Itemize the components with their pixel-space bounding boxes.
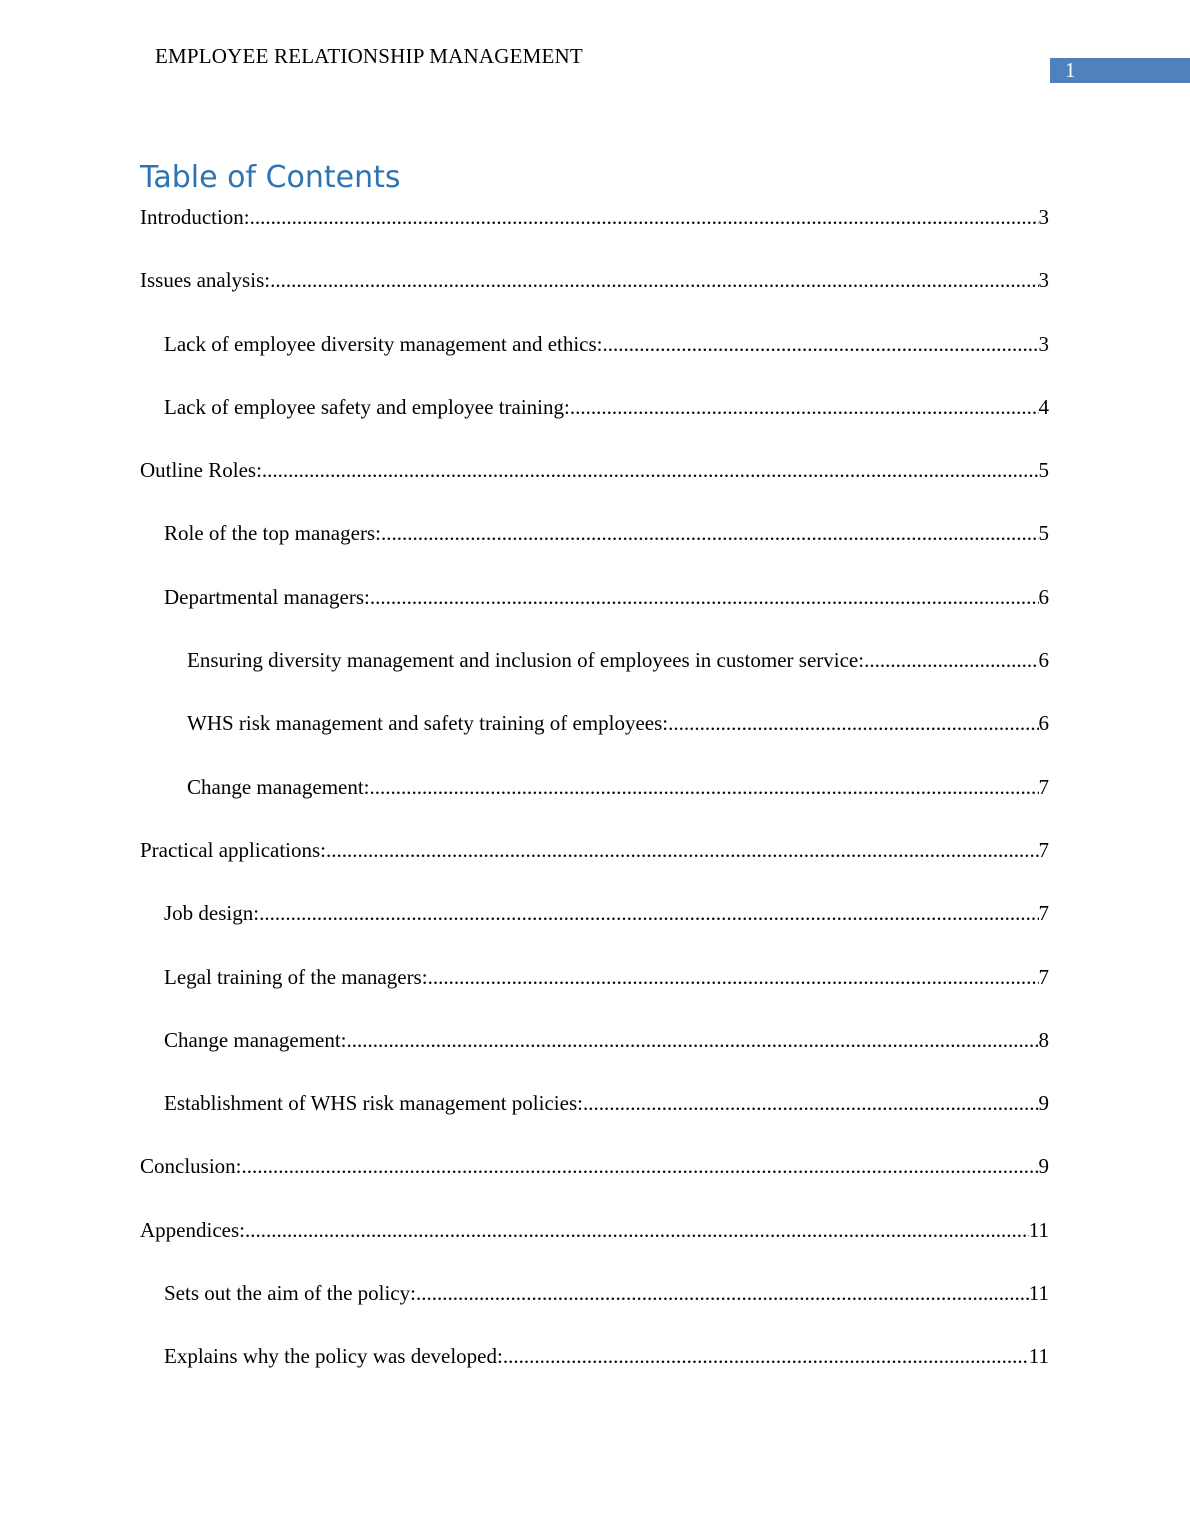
running-header: EMPLOYEE RELATIONSHIP MANAGEMENT — [155, 44, 583, 68]
toc-entry-page-number: 3 — [1038, 205, 1049, 229]
toc-entry-page-number: 6 — [1038, 711, 1049, 736]
toc-dot-leader — [262, 452, 1039, 488]
toc-entry[interactable] — [140, 452, 1049, 515]
toc-entry[interactable] — [140, 199, 1049, 262]
toc-entry[interactable] — [140, 895, 1049, 958]
toc-entry-label: Legal training of the managers: — [164, 964, 428, 989]
toc-entry-label: Departmental managers: — [164, 584, 370, 609]
toc-entry[interactable] — [140, 705, 1049, 768]
toc-dot-leader — [259, 895, 1038, 931]
toc-entry-page-number: 7 — [1038, 774, 1049, 799]
toc-entry[interactable] — [140, 1338, 1049, 1401]
toc-entry-label: Conclusion: — [140, 1154, 242, 1179]
toc-entry-page-number: 11 — [1028, 1281, 1049, 1306]
toc-entry-page-number: 3 — [1038, 268, 1049, 293]
toc-entry-label: Change management: — [187, 774, 370, 799]
toc-entry-label: Introduction: — [140, 205, 250, 229]
toc-dot-leader — [416, 1275, 1029, 1311]
toc-entry[interactable] — [140, 642, 1049, 705]
toc-entry-page-number: 3 — [1038, 331, 1049, 356]
toc-entry-label: Sets out the aim of the policy: — [164, 1281, 416, 1306]
toc-entry[interactable] — [140, 579, 1049, 642]
toc-dot-leader — [242, 1148, 1039, 1184]
toc-entry[interactable] — [140, 389, 1049, 452]
toc-entry-label: Change management: — [164, 1027, 347, 1052]
toc-entry-label: Job design: — [164, 901, 260, 926]
toc-dot-leader — [370, 769, 1039, 805]
toc-entry[interactable] — [140, 262, 1049, 325]
toc-dot-leader — [668, 705, 1038, 741]
toc-entry-page-number: 7 — [1038, 964, 1049, 989]
toc-entry-label: Ensuring diversity management and inclusion of employees in customer service: — [187, 648, 865, 673]
toc-entry-page-number: 8 — [1038, 1027, 1049, 1052]
toc-entry-label: Establishment of WHS risk management policies: — [164, 1091, 583, 1116]
toc-entry[interactable] — [140, 769, 1049, 832]
toc-entry-page-number: 9 — [1038, 1091, 1049, 1116]
toc-title: Table of Contents — [140, 160, 401, 195]
toc-entry-page-number: 7 — [1038, 901, 1049, 926]
toc-dot-leader — [583, 1085, 1039, 1121]
toc-entry-page-number: 11 — [1028, 1344, 1049, 1369]
toc-dot-leader — [245, 1212, 1029, 1248]
toc-entry[interactable] — [140, 1275, 1049, 1338]
toc-dot-leader — [603, 326, 1039, 362]
toc-dot-leader — [270, 262, 1038, 298]
toc-entry[interactable] — [140, 832, 1049, 895]
toc-entry-page-number: 4 — [1038, 394, 1049, 419]
toc-entry-label: Issues analysis: — [140, 268, 271, 293]
toc-dot-leader — [428, 959, 1039, 995]
toc-entry-label: Role of the top managers: — [164, 521, 381, 546]
toc-entry-label: WHS risk management and safety training of employees: — [187, 711, 669, 736]
toc-entry[interactable] — [140, 515, 1049, 578]
toc-entry-page-number: 9 — [1038, 1154, 1049, 1179]
page-number: 1 — [1065, 58, 1076, 82]
toc-entry-page-number: 5 — [1038, 458, 1049, 483]
toc-entry[interactable] — [140, 326, 1049, 389]
toc-entry-page-number: 6 — [1038, 584, 1049, 609]
toc-entry-page-number: 5 — [1038, 521, 1049, 546]
toc-entry-label: Practical applications: — [140, 837, 327, 862]
page-number-bar — [1050, 58, 1190, 83]
toc-entry[interactable] — [140, 1148, 1049, 1211]
toc-entry-label: Explains why the policy was developed: — [164, 1344, 503, 1369]
toc-dot-leader — [864, 642, 1038, 678]
toc-dot-leader — [347, 1022, 1039, 1058]
toc-entry-label: Appendices: — [140, 1217, 245, 1242]
toc-dot-leader — [326, 832, 1038, 868]
toc-dot-leader — [570, 389, 1039, 425]
toc-dot-leader — [370, 579, 1039, 615]
toc-entry-page-number: 7 — [1038, 837, 1049, 862]
toc-dot-leader — [250, 199, 1039, 235]
toc-dot-leader — [503, 1338, 1029, 1374]
toc-entry-label: Lack of employee safety and employee training: — [164, 394, 570, 419]
toc-entry[interactable] — [140, 1085, 1049, 1148]
toc-entry-label: Lack of employee diversity management and ethics: — [164, 331, 603, 356]
toc-dot-leader — [381, 515, 1039, 551]
toc-entry-page-number: 11 — [1028, 1217, 1049, 1242]
toc-entry-page-number: 6 — [1038, 648, 1049, 673]
toc-entry[interactable] — [140, 1212, 1049, 1275]
toc-entry-label: Outline Roles: — [140, 458, 262, 483]
table-of-contents — [140, 199, 1049, 1402]
toc-entry[interactable] — [140, 1022, 1049, 1085]
toc-entry[interactable] — [140, 959, 1049, 1022]
